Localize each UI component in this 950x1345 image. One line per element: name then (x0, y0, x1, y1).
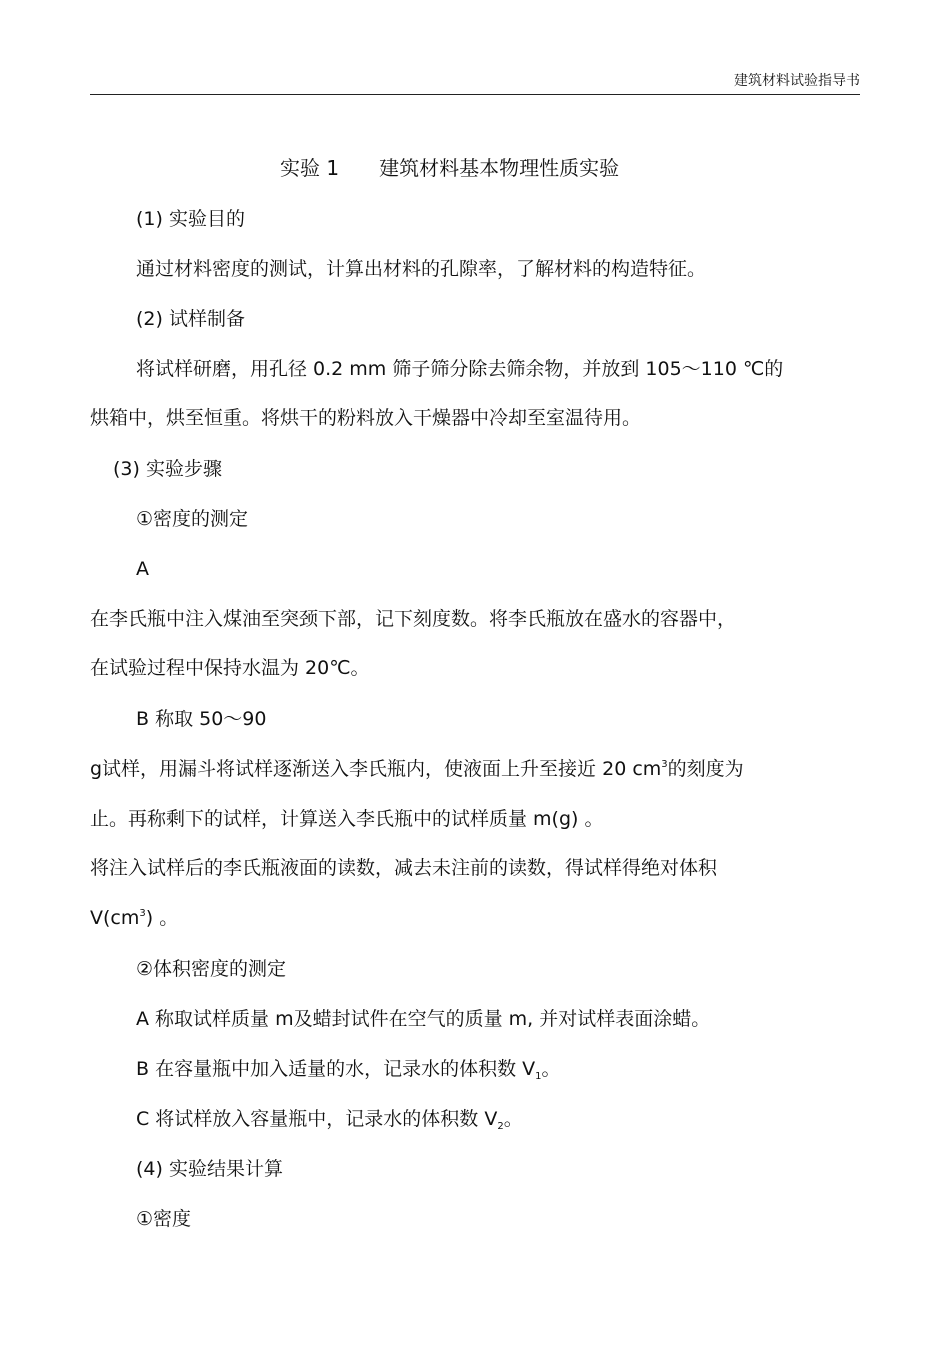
step-line (136, 1057, 561, 1085)
paragraph-line: 在李氏瓶中注入煤油至突颈下部，记下刻度数。将李氏瓶放在盛水的容器中， (90, 608, 737, 630)
text-run: 。 (541, 1058, 561, 1080)
section-heading-preparation: (2) 试样制备 (136, 308, 245, 330)
paragraph-line: 烘箱中，烘至恒重。将烘干的粉料放入干燥器中冷却至室温待用。 (90, 407, 642, 429)
step-marker: A (136, 558, 149, 580)
text-run: B 在容量瓶中加入适量的水，记录水的体积数 V (136, 1058, 536, 1080)
paragraph-line: 在试验过程中保持水温为 20℃。 (90, 657, 370, 679)
superscript: 3 (139, 908, 146, 919)
section-heading-results: (4) 实验结果计算 (136, 1158, 283, 1180)
paragraph-line: 将注入试样后的李氏瓶液面的读数，减去未注前的读数，得试样得绝对体积 (90, 857, 718, 879)
header-text: 建筑材料试验指导书 (734, 73, 860, 89)
paragraph-line: 止。再称剩下的试样，计算送入李氏瓶中的试样质量 m(g) 。 (90, 808, 604, 830)
step-line: A 称取试样质量 m及蜡封试件在空气的质量 m, 并对试样表面涂蜡。 (136, 1008, 711, 1030)
paragraph-line: 将试样研磨，用孔径 0.2 mm 筛子筛分除去筛余物，并放到 105～110 ℃的 (136, 358, 784, 380)
subsection-heading-density-calc: ①密度 (136, 1208, 192, 1230)
subscript: 2 (497, 1121, 504, 1132)
paragraph-line (90, 906, 178, 930)
section-heading-steps: (3) 实验步骤 (113, 458, 222, 480)
text-run: ) 。 (145, 907, 179, 929)
subsection-heading-density: ①密度的测定 (136, 508, 249, 530)
section-heading-purpose: (1) 实验目的 (136, 208, 245, 230)
subsection-heading-bulk-density: ②体积密度的测定 (136, 958, 287, 980)
text-run: V(cm (90, 907, 140, 929)
text-run: g试样，用漏斗将试样逐渐送入李氏瓶内，使液面上升至接近 20 cm (90, 758, 662, 780)
subscript: 1 (535, 1071, 542, 1082)
page-header (90, 68, 860, 95)
paragraph-line: 通过材料密度的测试，计算出材料的孔隙率，了解材料的构造特征。 (136, 258, 707, 280)
step-line: B 称取 50～90 (136, 708, 267, 730)
superscript: 3 (661, 759, 668, 770)
step-line (136, 1107, 523, 1135)
text-run: 的刻度为 (667, 758, 744, 780)
paragraph-line (90, 757, 744, 781)
text-run: 。 (503, 1108, 523, 1130)
text-run: C 将试样放入容量瓶中，记录水的体积数 V (136, 1108, 498, 1130)
experiment-title: 实验 1 建筑材料基本物理性质实验 (280, 156, 620, 180)
